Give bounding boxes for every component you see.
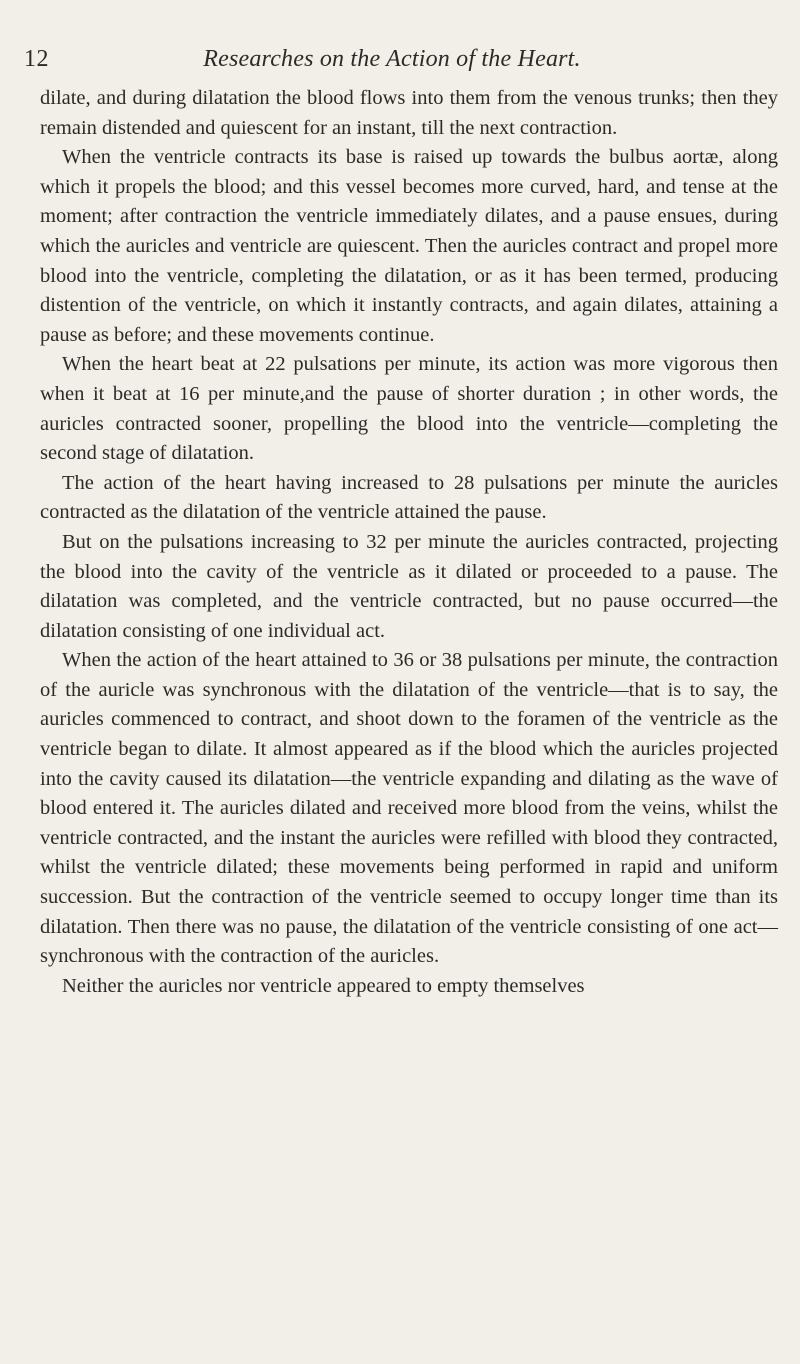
paragraph-22-pulsations: When the heart beat at 22 pulsations per minute, its action was more vigorous then when it beat at 16 per minute,and the pause of shorter duration ; in other words, the auricles contracted sooner, propelling the blood into the ventricle—completing the second stage of dilatation. bbox=[40, 353, 778, 465]
page-number: 12 bbox=[24, 46, 49, 72]
paragraph-36-38-pulsations: When the action of the heart attained to 36 or 38 pulsations per minute, the contraction of the auricle was synchronous with the dilatation of the ventricle—that is to say, the auricles commenced to contract, and shoot down to the foramen of the ventricle as the ventricle began to dilate. It almost appeared as if the blood which the auricles projected into the cavity caused its dilatation—the ventricle expanding and dilating as the wave of blood entered it. The auricles dilated and received more blood from the veins, whilst the ventricle contracted, and the instant the auricles were refilled with blood they contracted, whilst the ventricle dilated; these movements being performed in rapid and uniform succession. But the contraction of the ventricle seemed to occupy longer time than its dilatation. Then there was no pause, the dilatation of the ventricle consisting of one act—synchronous with the contraction of the auricles. bbox=[40, 649, 778, 968]
body-text bbox=[40, 84, 778, 1001]
paragraph-continuation: dilate, and during dilatation the blood flows into them from the venous trunks; then they remain distended and quiescent for an instant, till the next contraction. bbox=[40, 87, 778, 139]
paragraph-ventricle-contracts: When the ventricle contracts its base is raised up towards the bulbus aortæ, along which it propels the blood; and this vessel becomes more curved, hard, and tense at the moment; after contraction the ventricle immediately dilates, and a pause ensues, during which the auricles and ventricle are quiescent. Then the auricles contract and propel more blood into the ventricle, completing the dilatation, or as it has been termed, producing distention of the ventricle, on which it instantly contracts, and again dilates, attaining a pause as before; and these movements continue. bbox=[40, 146, 778, 346]
running-title: Researches on the Action of the Heart. bbox=[203, 46, 581, 72]
paragraph-32-pulsations: But on the pulsations increasing to 32 per minute the auricles contracted, projecting the blood into the cavity of the ventricle as it dilated or proceeded to a pause. The dilatation was completed, and the ventricle contracted, but no pause occurred—the dilatation consisting of one individual act. bbox=[40, 530, 778, 642]
page-header bbox=[24, 46, 760, 86]
paragraph-28-pulsations: The action of the heart having increased to 28 pulsations per minute the auricles contracted as the dilatation of the ventricle attained the pause. bbox=[40, 471, 778, 524]
paragraph-neither-auricles: Neither the auricles nor ventricle appeared to empty themselves bbox=[62, 974, 585, 997]
